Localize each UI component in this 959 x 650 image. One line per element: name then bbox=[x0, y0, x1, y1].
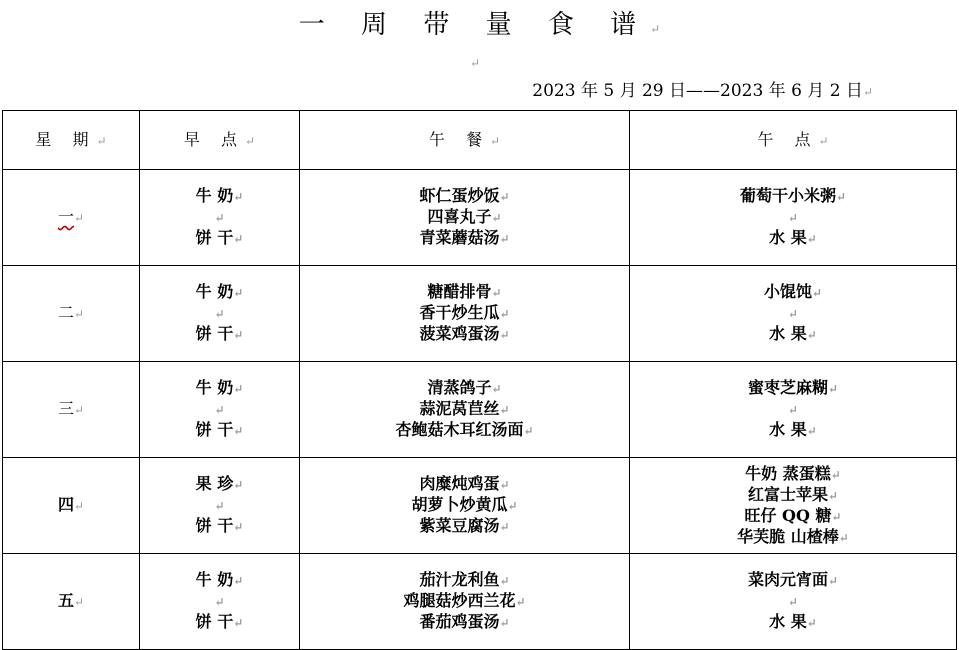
snack-cell-item: 葡萄干小米粥↵ bbox=[739, 186, 847, 205]
snack-cell-item: 水 果↵ bbox=[769, 228, 817, 247]
lunch-cell-item: 杏鲍菇木耳红汤面↵ bbox=[395, 420, 534, 439]
paragraph-mark-icon: ↵ bbox=[233, 574, 244, 588]
breakfast-cell-item: 果 珍↵ bbox=[195, 474, 244, 493]
snack-cell-item: 蜜枣芝麻糊↵ bbox=[747, 378, 839, 397]
paragraph-mark-icon: ↵ bbox=[214, 499, 225, 513]
paragraph-mark-icon: ↵ bbox=[233, 424, 244, 438]
paragraph-mark-icon: ↵ bbox=[499, 328, 510, 342]
paragraph-mark-icon: ↵ bbox=[507, 499, 518, 513]
snack-cell bbox=[630, 458, 957, 554]
paragraph-mark-icon: ↵ bbox=[470, 56, 481, 70]
paragraph-mark-icon: ↵ bbox=[862, 85, 873, 99]
header-breakfast: 早 点↵ bbox=[140, 111, 300, 170]
paragraph-mark-icon: ↵ bbox=[214, 211, 225, 225]
day-cell bbox=[3, 458, 140, 554]
lunch-cell bbox=[300, 170, 630, 266]
paragraph-mark-icon: ↵ bbox=[499, 478, 510, 492]
breakfast-cell-item bbox=[140, 303, 299, 324]
header-row bbox=[3, 111, 957, 170]
snack-cell-item: 红富士苹果↵ bbox=[747, 484, 839, 504]
snack-cell-item: 旺仔 QQ 糖↵ bbox=[744, 505, 842, 525]
paragraph-mark-icon: ↵ bbox=[73, 403, 85, 417]
header-lunch: 午 餐↵ bbox=[300, 111, 630, 170]
breakfast-cell-item: 饼 干↵ bbox=[195, 228, 244, 247]
lunch-cell-item: 蒜泥莴苣丝↵ bbox=[419, 399, 510, 418]
paragraph-mark-icon: ↵ bbox=[830, 467, 841, 482]
paragraph-mark-icon: ↵ bbox=[827, 382, 839, 396]
day-label: 五 bbox=[57, 591, 74, 610]
lunch-cell-item: 鸡腿菇炒西兰花↵ bbox=[403, 591, 526, 610]
table-row bbox=[3, 554, 957, 650]
day-label: 四 bbox=[57, 495, 74, 514]
lunch-cell bbox=[300, 266, 630, 362]
breakfast-cell bbox=[140, 266, 300, 362]
paragraph-mark-icon: ↵ bbox=[787, 211, 799, 225]
breakfast-cell-item bbox=[140, 591, 299, 612]
breakfast-cell-item bbox=[140, 207, 299, 228]
paragraph-mark-icon: ↵ bbox=[233, 190, 244, 204]
paragraph-mark-icon: ↵ bbox=[499, 403, 510, 417]
breakfast-cell-item bbox=[140, 399, 299, 420]
lunch-cell-item: 胡萝卜炒黄瓜↵ bbox=[411, 495, 518, 514]
paragraph-mark-icon: ↵ bbox=[650, 22, 661, 36]
paragraph-mark-icon: ↵ bbox=[827, 488, 839, 503]
paragraph-mark-icon: ↵ bbox=[491, 382, 502, 396]
breakfast-cell-item: 饼 干↵ bbox=[195, 420, 244, 439]
header-snack: 午 点↵ bbox=[630, 111, 957, 170]
paragraph-mark-icon: ↵ bbox=[233, 328, 244, 342]
paragraph-mark-icon: ↵ bbox=[806, 232, 817, 246]
paragraph-mark-icon: ↵ bbox=[499, 520, 510, 534]
paragraph-mark-icon: ↵ bbox=[499, 307, 510, 321]
paragraph-mark-icon: ↵ bbox=[499, 232, 510, 246]
paragraph-mark-icon: ↵ bbox=[827, 574, 839, 588]
paragraph-mark-icon: ↵ bbox=[73, 499, 85, 513]
snack-cell-item: 华芙脆 山楂棒↵ bbox=[737, 526, 849, 546]
date-range-text: 2023 年 5 月 29 日——2023 年 6 月 2 日 bbox=[532, 81, 863, 101]
snack-cell bbox=[630, 554, 957, 650]
menu-table bbox=[2, 110, 957, 650]
snack-cell-item bbox=[630, 207, 956, 228]
breakfast-cell bbox=[140, 458, 300, 554]
breakfast-cell bbox=[140, 554, 300, 650]
snack-cell bbox=[630, 266, 957, 362]
page-title-text: 一 周 带 量 食 谱 bbox=[298, 10, 651, 40]
paragraph-mark-icon: ↵ bbox=[811, 286, 823, 300]
lunch-cell-item: 香干炒生瓜↵ bbox=[419, 303, 510, 322]
day-label: 二 bbox=[57, 303, 74, 322]
paragraph-mark-icon: ↵ bbox=[491, 286, 502, 300]
snack-cell-item: 水 果↵ bbox=[769, 612, 817, 631]
table-row bbox=[3, 266, 957, 362]
paragraph-mark-icon: ↵ bbox=[73, 211, 85, 225]
page-title bbox=[0, 4, 959, 41]
lunch-cell-item: 肉糜炖鸡蛋↵ bbox=[419, 474, 510, 493]
lunch-cell-item: 清蒸鸽子↵ bbox=[427, 378, 502, 397]
paragraph-mark-icon: ↵ bbox=[523, 424, 534, 438]
day-cell bbox=[3, 266, 140, 362]
lunch-cell-item: 糖醋排骨↵ bbox=[427, 282, 502, 301]
snack-cell-item: 水 果↵ bbox=[769, 324, 817, 343]
paragraph-mark-icon: ↵ bbox=[214, 403, 225, 417]
header-day: 星 期↵ bbox=[3, 111, 140, 170]
snack-cell-item: 牛奶 蒸蛋糕↵ bbox=[745, 463, 841, 483]
menu-body bbox=[3, 170, 957, 650]
paragraph-mark-icon: ↵ bbox=[787, 595, 799, 609]
paragraph-mark-icon: ↵ bbox=[73, 307, 85, 321]
breakfast-cell-item: 牛 奶↵ bbox=[195, 570, 244, 589]
breakfast-cell-item: 牛 奶↵ bbox=[195, 186, 244, 205]
lunch-cell-item: 番茄鸡蛋汤↵ bbox=[419, 612, 510, 631]
day-cell bbox=[3, 170, 140, 266]
paragraph-mark-icon: ↵ bbox=[838, 530, 849, 545]
lunch-cell-item: 四喜丸子↵ bbox=[427, 207, 502, 226]
lunch-cell bbox=[300, 362, 630, 458]
paragraph-mark-icon: ↵ bbox=[806, 328, 817, 342]
lunch-cell-item: 菠菜鸡蛋汤↵ bbox=[419, 324, 510, 343]
paragraph-mark-icon: ↵ bbox=[787, 307, 799, 321]
paragraph-mark-icon: ↵ bbox=[214, 307, 225, 321]
snack-cell-item: 小馄饨↵ bbox=[763, 282, 823, 301]
snack-cell-item bbox=[630, 591, 956, 612]
snack-cell-item bbox=[630, 303, 956, 324]
table-row bbox=[3, 458, 957, 554]
date-range bbox=[532, 76, 873, 101]
breakfast-cell-item: 饼 干↵ bbox=[195, 612, 244, 631]
paragraph-mark-icon: ↵ bbox=[831, 509, 842, 524]
paragraph-mark-icon: ↵ bbox=[233, 382, 244, 396]
snack-cell-item: 水 果↵ bbox=[769, 420, 817, 439]
snack-cell-item bbox=[630, 399, 956, 420]
day-label: 三 bbox=[57, 399, 74, 418]
paragraph-mark-icon: ↵ bbox=[233, 478, 244, 492]
day-cell bbox=[3, 362, 140, 458]
paragraph-mark-icon: ↵ bbox=[499, 616, 510, 630]
paragraph-mark-icon: ↵ bbox=[515, 595, 526, 609]
day-cell bbox=[3, 554, 140, 650]
breakfast-cell-item: 牛 奶↵ bbox=[195, 282, 244, 301]
snack-cell bbox=[630, 362, 957, 458]
lunch-cell-item: 青菜蘑菇汤↵ bbox=[419, 228, 510, 247]
day-label: 一 bbox=[57, 207, 74, 226]
paragraph-mark-icon: ↵ bbox=[214, 595, 225, 609]
paragraph-mark-icon: ↵ bbox=[233, 286, 244, 300]
paragraph-mark-icon: ↵ bbox=[491, 211, 502, 225]
breakfast-cell-item: 饼 干↵ bbox=[195, 324, 244, 343]
paragraph-mark-icon: ↵ bbox=[499, 190, 510, 204]
breakfast-cell-item: 饼 干↵ bbox=[195, 516, 244, 535]
breakfast-cell bbox=[140, 170, 300, 266]
breakfast-cell-item bbox=[140, 495, 299, 516]
paragraph-mark-icon: ↵ bbox=[787, 403, 799, 417]
paragraph-mark-icon: ↵ bbox=[806, 424, 817, 438]
paragraph-mark-icon: ↵ bbox=[233, 520, 244, 534]
paragraph-mark-icon: ↵ bbox=[233, 616, 244, 630]
snack-cell-item: 菜肉元宵面↵ bbox=[747, 570, 839, 589]
breakfast-cell-item: 牛 奶↵ bbox=[195, 378, 244, 397]
table-row bbox=[3, 170, 957, 266]
paragraph-mark-icon: ↵ bbox=[499, 574, 510, 588]
lunch-cell bbox=[300, 554, 630, 650]
lunch-cell-item: 紫菜豆腐汤↵ bbox=[419, 516, 510, 535]
paragraph-mark-icon: ↵ bbox=[73, 595, 85, 609]
paragraph-mark-icon: ↵ bbox=[806, 616, 817, 630]
snack-cell bbox=[630, 170, 957, 266]
breakfast-cell bbox=[140, 362, 300, 458]
lunch-cell bbox=[300, 458, 630, 554]
paragraph-mark-icon: ↵ bbox=[233, 232, 244, 246]
lunch-cell-item: 茄汁龙利鱼↵ bbox=[419, 570, 510, 589]
paragraph-mark-icon: ↵ bbox=[835, 190, 847, 204]
lunch-cell-item: 虾仁蛋炒饭↵ bbox=[419, 186, 510, 205]
table-row bbox=[3, 362, 957, 458]
